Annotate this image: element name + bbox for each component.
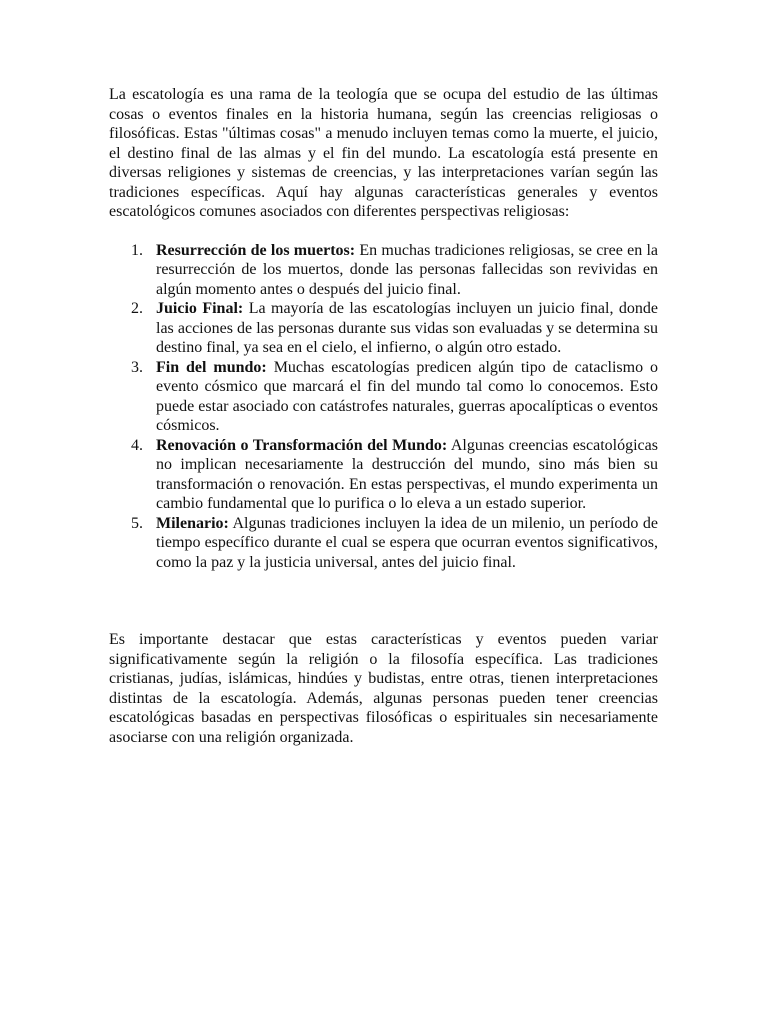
list-item bbox=[109, 358, 658, 436]
list-item bbox=[109, 514, 658, 573]
list-item-term: Resurrección de los muertos: bbox=[156, 241, 356, 259]
intro-paragraph: La escatología es una rama de la teología que se ocupa del estudio de las últimas cosas o eventos finales en la historia humana, según las creencias religiosas o filosóficas. Estas "últimas cosas" a menudo incluyen temas como la muerte, el juicio, el destino final de las almas y el fin del mundo. La escatología está presente en diversas religiones y sistemas de creencias, y las interpretaciones varían según las tradiciones específicas. Aquí hay algunas características generales y eventos escatológicos comunes asociados con diferentes perspectivas religiosas: bbox=[109, 86, 658, 220]
list-item bbox=[109, 436, 658, 514]
list-item-text: La mayoría de las escatologías incluyen un juicio final, donde las acciones de las personas durante sus vidas son evaluadas y se determina su destino final, ya sea en el cielo, el infierno, o algún otro estado. bbox=[156, 300, 659, 356]
list-item-text: Algunas tradiciones incluyen la idea de un milenio, un período de tiempo específico durante el cual se espera que ocurran eventos significativos, como la paz y la justicia universal, antes del juicio final. bbox=[156, 514, 658, 571]
document-page bbox=[109, 85, 658, 747]
eschatology-list bbox=[109, 241, 658, 573]
list-item-number: 1. bbox=[131, 241, 143, 259]
list-item-number: 2. bbox=[131, 300, 143, 317]
list-item-number: 5. bbox=[131, 514, 143, 532]
list-item-term: Juicio Final: bbox=[156, 300, 244, 317]
list-item-term: Renovación o Transformación del Mundo: bbox=[156, 436, 448, 454]
list-item-term: Fin del mundo: bbox=[156, 358, 267, 376]
list-item-text: Muchas escatologías predicen algún tipo de cataclismo o evento cósmico que marcará el fin del mundo tal como lo conocemos. Esto puede estar asociado con catástrofes naturales, guerras apocalípticas o eventos cósmicos. bbox=[156, 358, 659, 434]
list-item-number: 4. bbox=[131, 436, 143, 454]
list-item-text: Algunas creencias escatológicas no implican necesariamente la destrucción del mundo, sino más bien su transformación o renovación. En estas perspectivas, el mundo experimenta un cambio fundamental que lo purifica o lo eleva a un estado superior. bbox=[156, 436, 658, 512]
list-item-number: 3. bbox=[131, 358, 143, 376]
list-item-text: En muchas tradiciones religiosas, se cree en la resurrección de los muertos, donde las personas fallecidas son revividas en algún momento antes o después del juicio final. bbox=[156, 241, 659, 298]
closing-paragraph: Es importante destacar que estas características y eventos pueden variar significativamente según la religión o la filosofía específica. Las tradiciones cristianas, judías, islámicas, hindúes y budistas, entre otras, tienen interpretaciones distintas de la escatología. Además, algunas personas pueden tener creencias escatológicas basadas en perspectivas filosóficas o espirituales sin necesariamente asociarse con una religión organizada. bbox=[109, 631, 658, 746]
list-item bbox=[109, 241, 658, 300]
list-item-term: Milenario: bbox=[156, 514, 229, 532]
list-item bbox=[109, 299, 658, 358]
